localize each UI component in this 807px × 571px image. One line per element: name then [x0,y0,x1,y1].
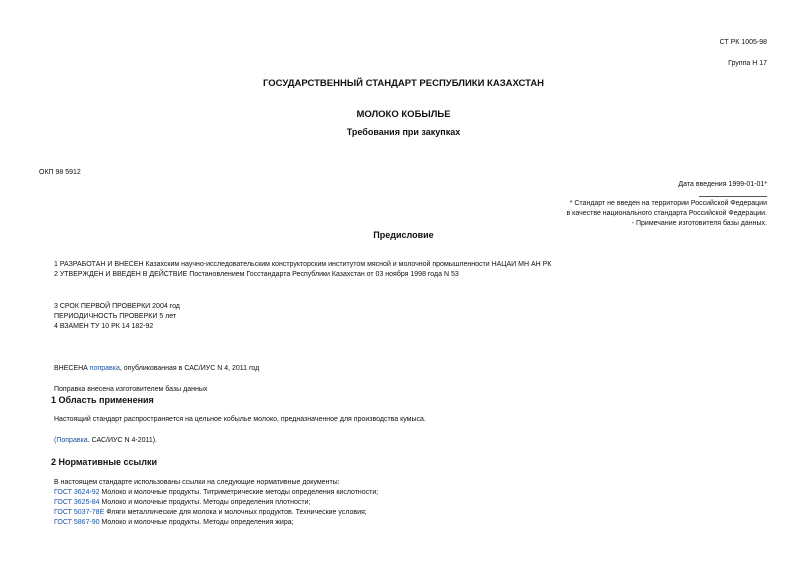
gost-3625-link[interactable]: ГОСТ 3625-84 [54,499,100,506]
product-title: МОЛОКО КОБЫЛЬЕ [356,109,451,120]
list-item [54,518,294,527]
footnote-line-1: * Стандарт не введен на территории Российской Федерации [569,200,767,207]
section-2-intro: В настоящем стандарте использованы ссылки на следующие нормативные документы: [54,479,340,486]
gost-5867-link[interactable]: ГОСТ 5867-90 [54,519,100,526]
reference-text: Молоко и молочные продукты. Методы определения плотности; [99,499,311,506]
amendment-note: Поправка внесена изготовителем базы данных [54,386,208,393]
foreword-item-2-lead: 2 УТВЕРЖДЕН И ВВЕДЕН В ДЕЙСТВИЕ [54,271,188,278]
foreword-item-2 [54,270,459,279]
reference-text: Молоко и молочные продукты. Методы определения жира; [99,519,294,526]
document-subtitle: Требования при закупках [346,127,461,137]
section-1-ref-close: . САС/ИУС N 4-2011). [87,437,158,444]
foreword-item-2-text: Постановлением Госстандарта Республики Казахстан от 03 ноября 1998 года N 53 [189,271,459,278]
section-1-amendment-link[interactable]: Поправка [56,437,88,444]
list-item [54,498,310,507]
amendment-link[interactable]: поправка [89,365,120,372]
list-item [54,508,367,517]
section-1-heading: 1 Область применения [51,395,154,405]
foreword-heading: Предисловие [373,230,434,240]
section-1-text: Настоящий стандарт распространяется на цельное кобылье молоко, предназначенное для производства кумыса. [54,416,426,423]
foreword-item-1-lead: 1 РАЗРАБОТАН И ВНЕСЕН [54,261,144,268]
amendment-prefix: ВНЕСЕНА [54,365,90,372]
gost-3624-link[interactable]: ГОСТ 3624-92 [54,489,100,496]
footnote-line-2: в качестве национального стандарта Российской Федерации. [566,210,767,217]
footnote-line-3: - Примечание изготовителя базы данных. [631,220,767,227]
amendment-suffix: , опубликованная в САС/ИУС N 4, 2011 год [119,365,260,372]
document-title: ГОСУДАРСТВЕННЫЙ СТАНДАРТ РЕСПУБЛИКИ КАЗАХСТАН [262,78,545,89]
amendment-line [54,364,259,373]
okp-code: ОКП 98 5912 [39,169,81,176]
section-1-ref-open: ( [54,437,57,444]
list-item [54,488,378,497]
foreword-item-1 [54,260,551,269]
standard-group: Группа Н 17 [728,60,767,67]
section-2-heading: 2 Нормативные ссылки [51,457,157,467]
foreword-item-3-period: ПЕРИОДИЧНОСТЬ ПРОВЕРКИ 5 лет [54,313,177,320]
introduction-date: Дата введения 1999-01-01* [678,181,767,188]
section-1-amendment-ref [54,436,157,445]
standard-code: СТ РК 1005-98 [719,39,767,46]
foreword-item-1-text: Казахским научно-исследовательским конструкторским институтом мясной и молочной промышленности НАЦАИ МН АН РК [145,261,552,268]
reference-text: Молоко и молочные продукты. Титриметрические методы определения кислотности; [99,489,379,496]
foreword-item-3: 3 СРОК ПЕРВОЙ ПРОВЕРКИ 2004 год [54,303,180,310]
footnote-divider [699,196,767,197]
reference-text: Фляги металлические для молока и молочных продуктов. Технические условия; [104,509,367,516]
foreword-item-4: 4 ВЗАМЕН ТУ 10 РК 14 182-92 [54,323,154,330]
gost-5037-link[interactable]: ГОСТ 5037-78Е [54,509,105,516]
